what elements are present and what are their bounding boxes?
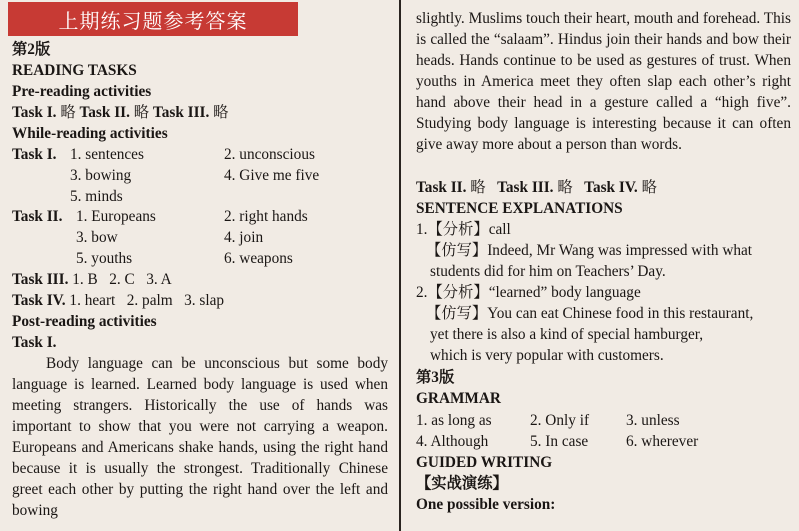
answer-paragraph-left: Body language can be unconscious but some body language is learned. Learned body language is used when meeting strangers. Historically the use of hands was important to show that you were not carrying a weapon. Europeans and Americans shake hands, using the right hand because it is usually the strongest. Traditionally Chinese greet each other by putting the right hand over the left and bowing	[12, 355, 388, 519]
analysis-text: “learned” body language	[488, 284, 641, 301]
task1-item: 1. sentences	[70, 146, 144, 163]
se2-imitate	[426, 304, 753, 324]
task2-label: Task II.	[12, 208, 63, 225]
task-label: Task II.	[416, 179, 467, 196]
post-reading-heading: Post-reading activities	[12, 313, 157, 330]
se2-imitate-line2: yet there is also a kind of special hamburger,	[430, 326, 704, 343]
answer-paragraph-right: slightly. Muslims touch their heart, mouth and forehead. This is called the “salaam”. Hindus join their hands and bow their heads. Hands continue to be used as gestures of trust. When youths in America meet they often slap each other’s right hand above their head in a gesture called a “high five”. Studying body language is interesting because it can often give away more about a person than words.	[416, 10, 791, 153]
task-label: Task IV.	[584, 179, 638, 196]
se2-num: 2.	[416, 284, 428, 301]
imitate-tag: 【仿写】	[426, 242, 488, 259]
task-label: Task III.	[497, 179, 554, 196]
column-divider	[399, 0, 401, 531]
reading-tasks-heading: READING TASKS	[12, 62, 137, 79]
task4-label: Task IV.	[12, 292, 66, 309]
practice-heading: 【实战演练】	[416, 475, 508, 492]
se1-imitate-line2: students did for him on Teachers’ Day.	[430, 263, 666, 280]
task2-item: 3. bow	[76, 229, 118, 246]
task2-item: 6. weapons	[224, 250, 293, 267]
task4-answers: 1. heart 2. palm 3. slap	[69, 292, 225, 309]
answer-banner	[8, 2, 298, 36]
task-value: 略	[557, 179, 573, 196]
task1-item: 3. bowing	[70, 167, 132, 184]
imitate-text: You can eat Chinese food in this restaurant,	[487, 305, 754, 322]
se1-imitate	[426, 241, 752, 261]
se1-num: 1.	[416, 221, 428, 238]
task3-line	[12, 270, 172, 290]
imitate-text: Indeed, Mr Wang was impressed with what	[487, 242, 753, 259]
task-label: Task II.	[79, 104, 130, 121]
task2-item: 4. join	[224, 229, 264, 246]
post-task-label: Task I.	[12, 334, 57, 351]
while-reading-heading: While-reading activities	[12, 125, 168, 142]
banner-title: 上期练习题参考答案	[58, 8, 248, 33]
analysis-text: call	[488, 221, 511, 238]
task2-item: 5. youths	[76, 250, 133, 267]
se1-analysis	[416, 220, 511, 240]
task3-label: Task III.	[12, 271, 69, 288]
task-value: 略	[213, 104, 229, 121]
grammar-item: 2. Only if	[530, 412, 590, 429]
grammar-item: 4. Although	[416, 433, 489, 450]
task-value: 略	[60, 104, 76, 121]
task-label: Task I.	[12, 104, 57, 121]
analysis-tag: 【分析】	[427, 221, 489, 238]
task-label: Task III.	[152, 104, 210, 121]
imitate-tag: 【仿写】	[426, 305, 488, 322]
pre-reading-tasks	[12, 103, 228, 123]
grammar-item: 5. In case	[530, 433, 589, 450]
task3-answers: 1. B 2. C 3. A	[72, 271, 172, 288]
analysis-tag: 【分析】	[427, 284, 489, 301]
task-value: 略	[133, 104, 150, 121]
edition-heading: 第2版	[12, 41, 51, 58]
edition3-heading: 第3版	[416, 369, 455, 386]
task-value: 略	[641, 179, 657, 196]
grammar-item: 3. unless	[626, 412, 680, 429]
task4-line	[12, 291, 224, 311]
task1-item: 5. minds	[70, 188, 123, 205]
possible-version-label: One possible version:	[416, 496, 556, 513]
grammar-item: 6. wherever	[626, 433, 699, 450]
se2-imitate-line3: which is very popular with customers.	[430, 347, 664, 364]
task2-item: 1. Europeans	[76, 208, 156, 225]
task1-item: 2. unconscious	[224, 146, 315, 163]
task1-item: 4. Give me five	[224, 167, 320, 184]
task-value: 略	[470, 179, 486, 196]
task2-item: 2. right hands	[224, 208, 308, 225]
guided-writing-heading: GUIDED WRITING	[416, 454, 553, 471]
pre-reading-heading: Pre-reading activities	[12, 83, 152, 100]
right-tasks-line	[416, 178, 657, 198]
se2-analysis	[416, 283, 641, 303]
grammar-heading: GRAMMAR	[416, 390, 501, 407]
sentence-explanations-heading: SENTENCE EXPLANATIONS	[416, 200, 623, 217]
grammar-item: 1. as long as	[416, 412, 492, 429]
task1-label: Task I.	[12, 146, 57, 163]
